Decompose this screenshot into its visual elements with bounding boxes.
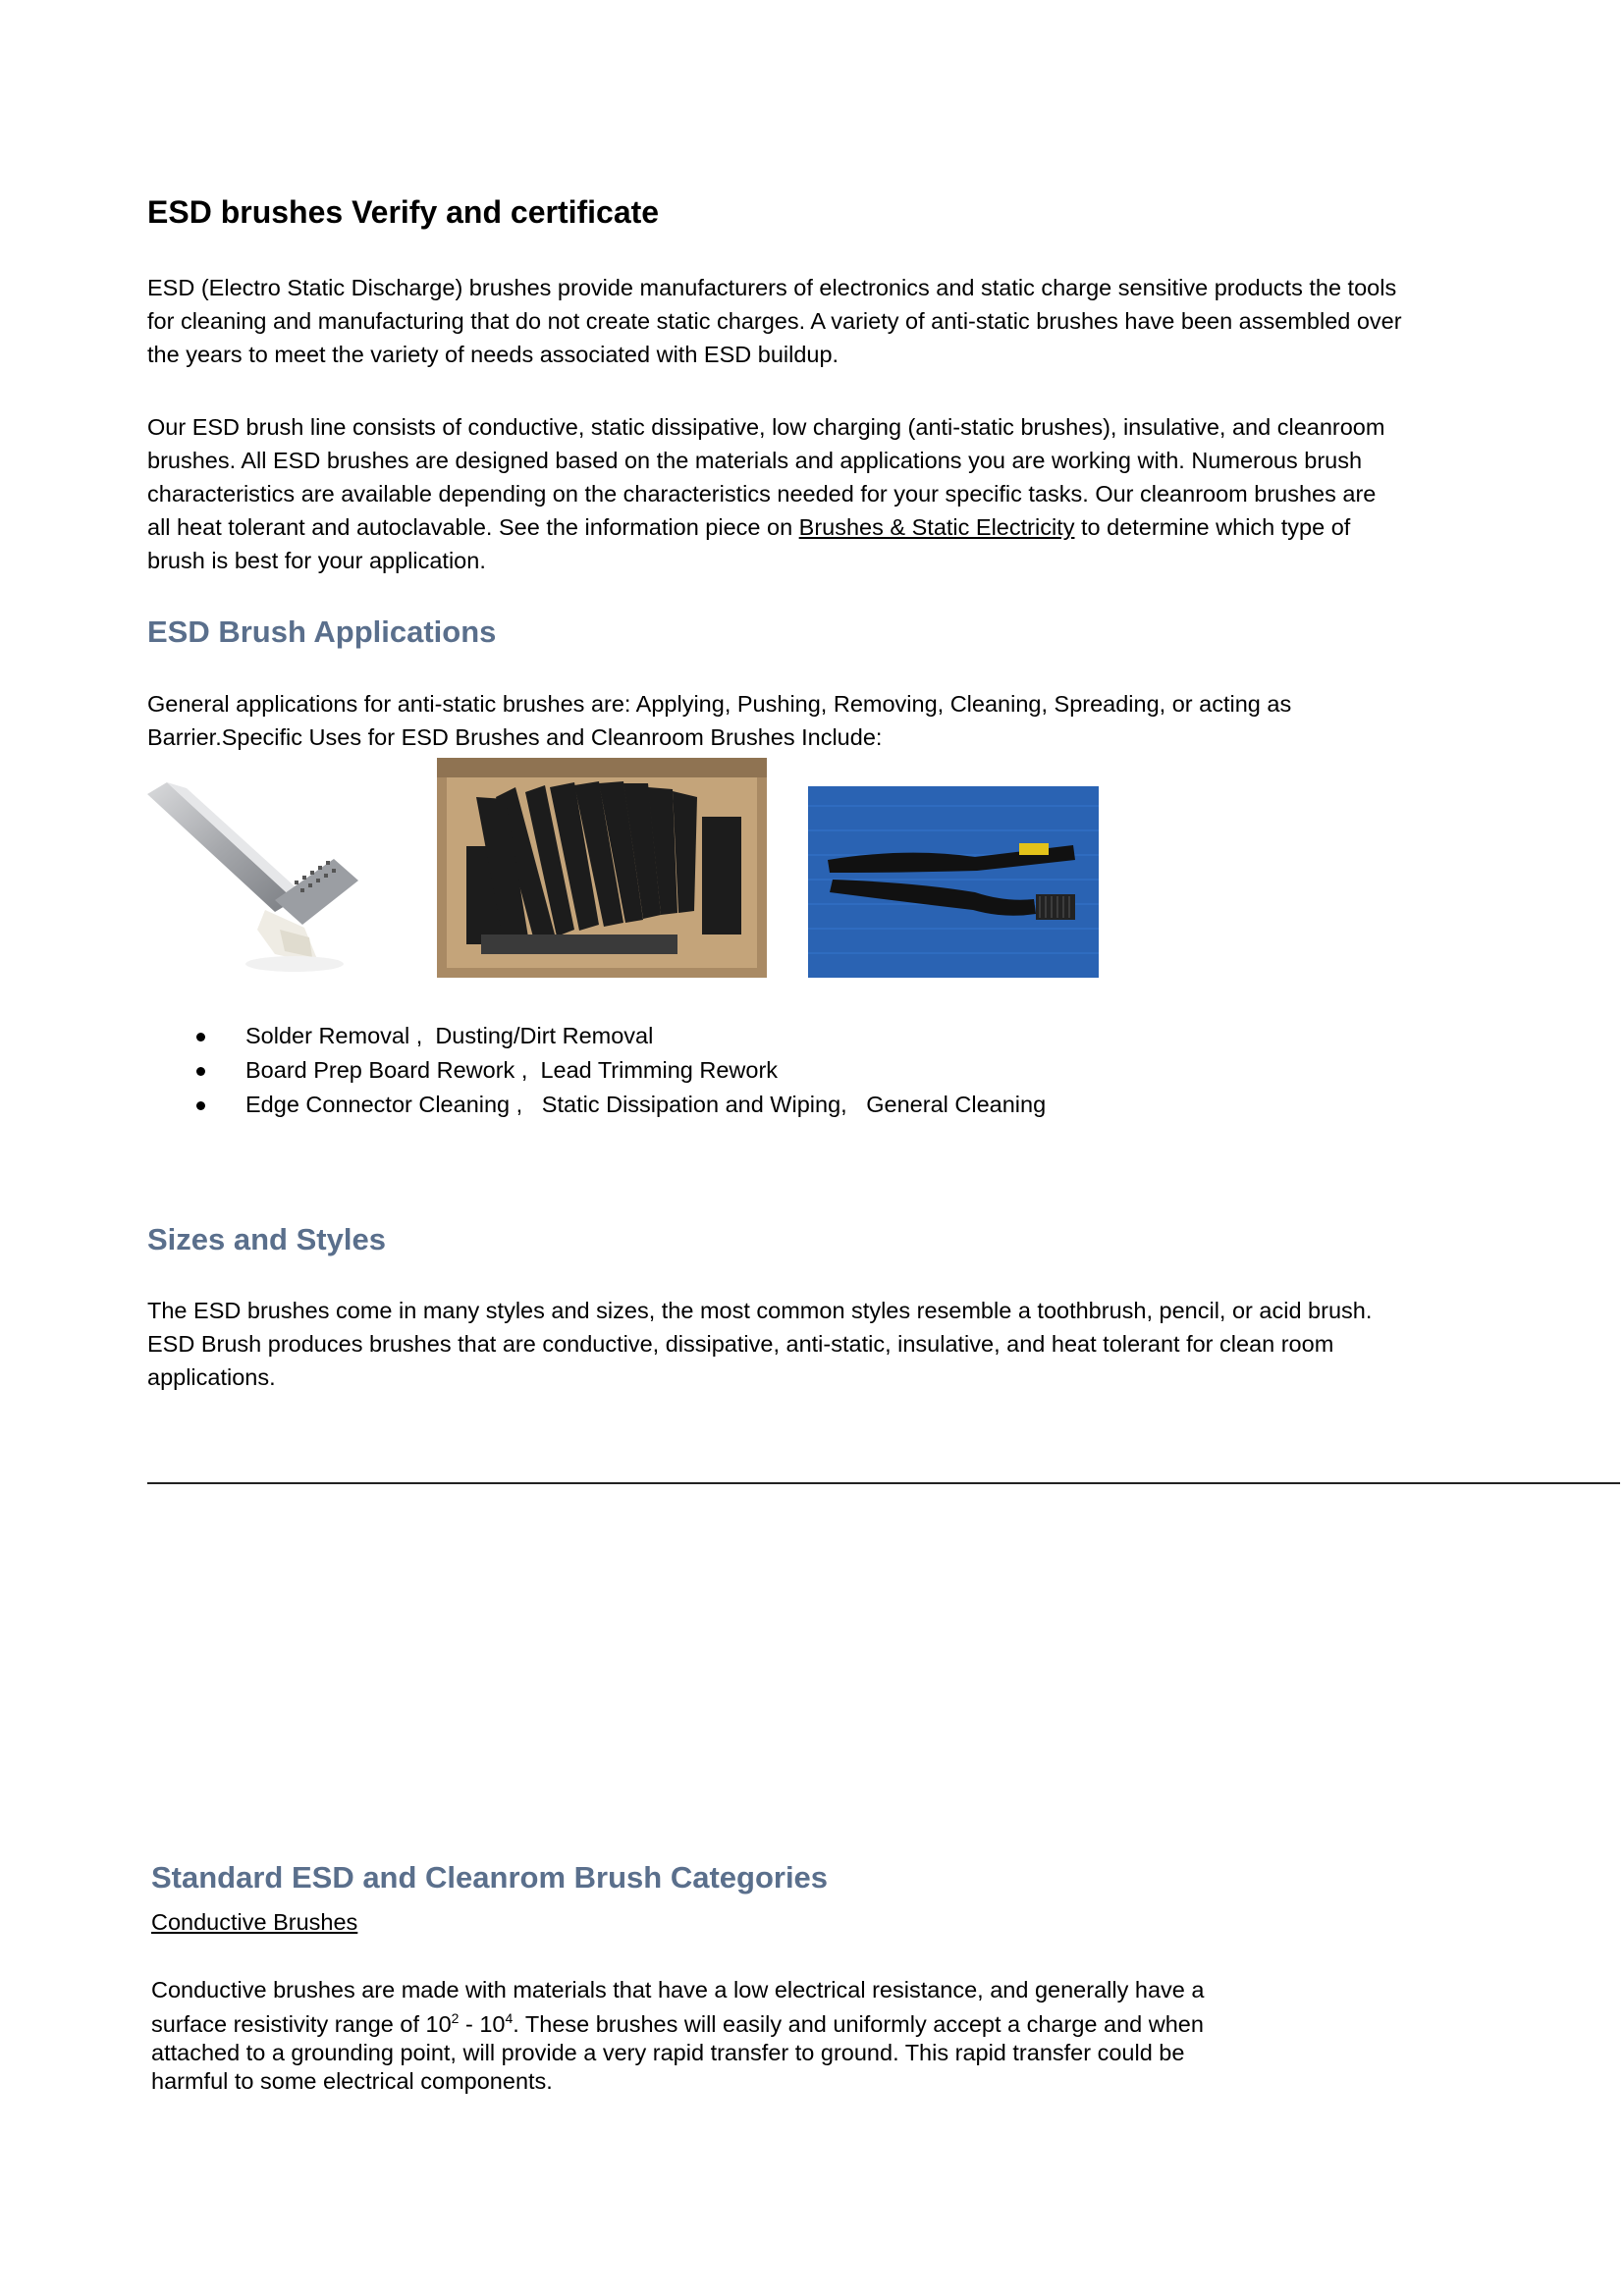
list-item bbox=[147, 1053, 1326, 1088]
intro-line: ESD (Electro Static Discharge) brushes provide manufacturers of electronics and static charge sensitive products the tools bbox=[147, 275, 1397, 300]
uses-list bbox=[147, 1019, 1326, 1122]
section-divider bbox=[147, 1482, 1620, 1484]
separator: , bbox=[415, 1023, 423, 1048]
intro-paragraph bbox=[147, 271, 1522, 371]
use-item: Dusting/Dirt Removal bbox=[435, 1023, 654, 1048]
use-item: Board Prep Board Rework bbox=[245, 1057, 515, 1083]
conductive-text: surface resistivity range of 10 bbox=[151, 2010, 452, 2037]
exponent: 2 bbox=[451, 2010, 460, 2026]
categories-heading: Standard ESD and Cleanrom Brush Categories bbox=[151, 1860, 829, 1895]
conductive-line bbox=[151, 2004, 1526, 2039]
bullet-icon bbox=[196, 1033, 205, 1041]
conductive-text: . These brushes will easily and uniformly accept a charge and when bbox=[513, 2010, 1204, 2037]
sizes-line: The ESD brushes come in many styles and sizes, the most common styles resemble a toothbrush, pencil, or acid brush. bbox=[147, 1298, 1373, 1323]
use-item: Lead Trimming Rework bbox=[540, 1057, 779, 1083]
brush-line-line: characteristics are available depending on the characteristics needed for your specific tasks. Our cleanroom brushes are bbox=[147, 481, 1377, 507]
applications-line: Barrier.Specific Uses for ESD Brushes and Cleanroom Brushes Include: bbox=[147, 724, 883, 750]
use-item: Static Dissipation and Wiping, bbox=[541, 1092, 847, 1117]
separator: , bbox=[515, 1092, 523, 1117]
conductive-line: attached to a grounding point, will provide a very rapid transfer to ground. This rapid transfer could be bbox=[151, 2039, 1185, 2065]
intro-line: the years to meet the variety of needs associated with ESD buildup. bbox=[147, 342, 839, 367]
sizes-line: ESD Brush produces brushes that are conductive, dissipative, anti-static, insulative, and heat tolerant for clean room bbox=[147, 1331, 1334, 1357]
exponent: 4 bbox=[505, 2010, 514, 2026]
use-item: Edge Connector Cleaning bbox=[245, 1092, 511, 1117]
brush-line-text: to determine which type of bbox=[1074, 514, 1351, 540]
use-item: General Cleaning bbox=[866, 1092, 1047, 1117]
page-title: ESD brushes Verify and certificate bbox=[147, 194, 660, 230]
brush-line-line: brushes. All ESD brushes are designed based on the materials and applications you are working with. Numerous brush bbox=[147, 448, 1363, 473]
use-item: Solder Removal bbox=[245, 1023, 410, 1048]
conductive-line: Conductive brushes are made with materials that have a low electrical resistance, and generally have a bbox=[151, 1977, 1205, 2002]
brush-line-paragraph bbox=[147, 410, 1522, 577]
sizes-heading: Sizes and Styles bbox=[147, 1222, 386, 1256]
brush-line-line bbox=[147, 510, 1522, 544]
separator bbox=[847, 1092, 867, 1117]
applications-line: General applications for anti-static brushes are: Applying, Pushing, Removing, Cleaning, Spreading, or acting as bbox=[147, 691, 1292, 717]
list-item bbox=[147, 1019, 1326, 1053]
separator bbox=[422, 1023, 435, 1048]
conductive-brushes-link[interactable]: Conductive Brushes bbox=[151, 1909, 358, 1935]
applications-heading: ESD Brush Applications bbox=[147, 614, 497, 649]
toothbrush-style-brushes-photo bbox=[808, 786, 1099, 978]
brush-line-line: Our ESD brush line consists of conductive, static dissipative, low charging (anti-static brushes), insulative, and cleanroom bbox=[147, 414, 1385, 440]
black-brushes-box-photo bbox=[437, 758, 767, 978]
bullet-icon bbox=[196, 1067, 205, 1076]
conductive-paragraph bbox=[151, 1976, 1526, 2096]
bullet-icon bbox=[196, 1101, 205, 1110]
separator: , bbox=[520, 1057, 528, 1083]
list-item bbox=[147, 1088, 1326, 1122]
applications-paragraph bbox=[147, 687, 1522, 754]
separator bbox=[522, 1092, 542, 1117]
intro-line: for cleaning and manufacturing that do not create static charges. A variety of anti-static brushes have been assembled over bbox=[147, 308, 1402, 334]
metal-brush-photo bbox=[147, 782, 383, 979]
sizes-paragraph bbox=[147, 1294, 1522, 1394]
separator bbox=[527, 1057, 540, 1083]
brush-line-line: brush is best for your application. bbox=[147, 548, 486, 573]
brushes-static-electricity-link[interactable]: Brushes & Static Electricity bbox=[798, 514, 1075, 540]
sizes-line: applications. bbox=[147, 1364, 276, 1390]
conductive-line: harmful to some electrical components. bbox=[151, 2067, 553, 2094]
conductive-text: - 10 bbox=[459, 2010, 506, 2037]
brush-line-text: all heat tolerant and autoclavable. See the information piece on bbox=[147, 514, 799, 540]
